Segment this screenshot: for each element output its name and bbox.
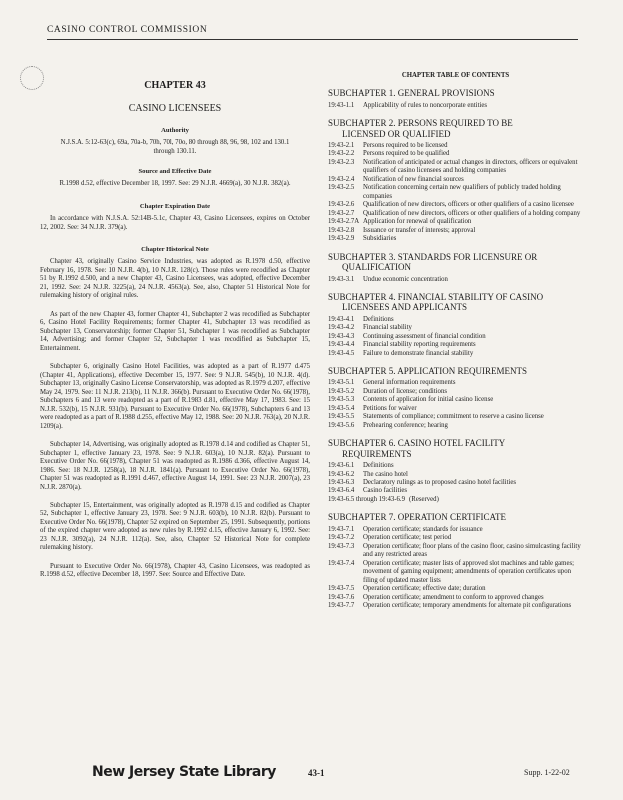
toc-entry [328,184,583,201]
section-title: The casino hotel [363,470,408,478]
toc-entry [328,487,583,495]
section-number: 19:43-1.1 [328,101,355,109]
section-title: Financial stability reporting requirements [363,341,476,349]
toc-entry [328,602,583,610]
subchapter-heading [328,512,583,522]
section-number: 19:43-6.4 [328,487,355,495]
section-number: 19:43-4.2 [328,324,355,332]
history-paragraph: Subchapter 6, originally Casino Hotel Facilities, was adopted as a part of R.1977 d.475 (Chapter 41, Applications), effective December 15, 1977. See: 9 N.J.R. 545(b), 10 N.J.R. 4(d). Subchapter 13, originally Casino License Conservatorship, was adopted as R.1979 d.207, effective May 24, 1979. See: 11 N.J.R. 213(b), 11 N.J.R. 366(b). Pursuant to Executive Order No. 66(1978), Subchapters 6 and 13 were readopted as a part of R.1983 d.81, effective May 17, 1983. See: 15 N.J.R. 532(b), 15 N.J.R. 931(b). Pursuant to Executive Order No. 66(1978), Subchapters 6 and 13 were readopted as a part of R.1988 d.255, effective May 12, 1988. See: 20 N.J.R. 763(a), 20 N.J.R. 1209(a). [40,363,310,430]
section-title: Continuing assessment of financial condition [363,332,486,340]
section-number: 19:43-7.1 [328,525,355,533]
toc-entry [328,594,583,602]
source-text: R.1998 d.52, effective December 18, 1997. See: 29 N.J.R. 4669(a), 30 N.J.R. 382(a). [59,180,291,188]
section-title: Operation certificate; amendment to conform to approved changes [363,593,544,601]
running-head: CASINO CONTROL COMMISSION [47,25,208,35]
section-title: (Reserved) [409,495,439,503]
subchapter-heading [328,366,583,376]
subchapter-title-line2: QUALIFICATION [342,262,411,273]
section-number: 19:43-7.6 [328,593,355,601]
toc-title: CHAPTER TABLE OF CONTENTS [401,72,510,79]
chapter-number: CHAPTER 43 [144,80,206,91]
section-number: 19:43-5.3 [328,396,355,404]
toc-entry [328,333,583,341]
toc-entry [328,235,583,243]
toc-entry [328,534,583,542]
section-title: Operation certificate; test period [363,534,452,542]
section-number: 19:43-6.2 [328,470,355,478]
subchapter-title: SUBCHAPTER 1. GENERAL PROVISIONS [328,88,495,99]
section-number: 19:43-5.1 [328,379,355,387]
section-number: 19:43-2.8 [328,226,355,234]
page-number: 43-1 [308,768,325,778]
toc-entry [328,227,583,235]
section-number: 19:43-5.6 [328,421,355,429]
section-number: 19:43-7.7 [328,602,355,610]
section-title: Notification concerning certain new qualifiers of publicly traded holding companies [363,184,561,200]
history-paragraph: Pursuant to Executive Order No. 66(1978), Chapter 43, Casino Licensees, was readopted as R.1998 d.52, effective December 18, 1997. See: Source and Effective Date. [40,562,310,579]
authority-heading: Authority [161,127,189,134]
subchapter-title-line2: LICENSED OR QUALIFIED [342,128,451,139]
section-number: 19:43-7.5 [328,585,355,593]
source-heading: Source and Effective Date [138,168,212,176]
subchapter-title: SUBCHAPTER 6. CASINO HOTEL FACILITY [328,438,506,449]
section-title: Undue economic concentration [363,275,448,283]
toc-entry [328,218,583,226]
toc-entry [328,496,583,504]
table-of-contents [328,88,583,610]
history-paragraph: Chapter 43, originally Casino Service Industries, was adopted as R.1978 d.50, effective February 16, 1978. See: 10 N.J.R. 4(b), 10 N.J.R. 128(c). Those rules were recodified as Chapter 51 by R.1992 d.500, and a new Chapter 43, Casino Licensees, was adopted, effective December 21, 1992. See: 24 N.J.R. 3225(a), 24 N.J.R. 4563(a). See, also, Chapter 51 Historical Note for rulemaking history of original rules. [40,258,310,300]
section-number: 19:43-2.2 [328,150,355,158]
toc-entry [328,560,583,585]
section-number: 19:43-6.3 [328,479,355,486]
toc-entry [328,159,583,176]
section-number: 19:43-4.5 [328,349,355,357]
supplement-date: Supp. 1-22-02 [524,768,570,777]
toc-entry [328,176,583,184]
subchapter-heading [328,438,583,459]
section-title: Definitions [363,315,394,323]
toc-entry [328,150,583,158]
section-number: 19:43-2.3 [328,158,355,166]
toc-entry [328,201,583,209]
section-title: Persons required to be licensed [363,142,448,149]
section-number: 19:43-6.1 [328,462,355,470]
section-title: Applicability of rules to noncorporate entities [363,101,488,109]
section-title: Persons required to be qualified [363,150,450,158]
toc-entry [328,324,583,332]
toc-entry [328,526,583,534]
section-number: 19:43-2.6 [328,201,355,209]
section-number: 19:43-5.4 [328,404,355,412]
section-number: 19:43-7.3 [328,542,355,550]
toc-entry [328,379,583,387]
section-title: Issuance or transfer of interests; approval [363,226,476,234]
toc-entry [328,350,583,358]
toc-entry [328,102,583,110]
toc-entry [328,341,583,349]
history-paragraph: Subchapter 15, Entertainment, was originally adopted as R.1978 d.15 and codified as Chapter 52, Subchapter 1, effective January 23, 1978. See: 9 N.J.R. 603(b), 10 N.J.R. 82(b). Pursuant to Executive Order No. 66(1978), Chapter 52 expired on September 25, 1991. Subsequently, portions of the expired chapter were adopted as new rules by R.1992 d.15, effective January 6, 1992. See: 23 N.J.R. 3092(a), 24 N.J.R. 112(a). See, also, Chapter 52 Historical Note for complete rulemaking history. [40,501,310,552]
section-title: Subsidiaries [363,235,397,243]
toc-entry [328,462,583,470]
subchapter-title: SUBCHAPTER 2. PERSONS REQUIRED TO BE [328,118,513,129]
toc-entry [328,388,583,396]
section-title: Operation certificate; standards for issuance [363,525,483,533]
section-number: 19:43-2.4 [328,175,355,183]
section-number: 19:43-2.1 [328,142,355,149]
toc-entry [328,471,583,479]
section-title: Notification of new financial sources [363,175,464,183]
subchapter-heading [328,88,583,98]
subchapter-title: SUBCHAPTER 3. STANDARDS FOR LICENSURE OR [328,251,538,262]
section-title: Notification of anticipated or actual changes in directors, officers or equivalent qualifiers of casino licensees and holding companies [363,158,578,175]
toc-entry [328,405,583,413]
chapter-title: CASINO LICENSEES [128,102,222,114]
right-column [328,72,583,611]
section-number: 19:43-7.4 [328,559,355,567]
toc-entry [328,276,583,284]
section-number: 19:43-2.9 [328,235,355,243]
section-title: Operation certificate; master lists of approved slot machines and table games; movement of gaming equipment; amendments of operation certificates upon filing of updated master lists [363,559,575,584]
toc-entry [328,316,583,324]
section-title: Failure to demonstrate financial stability [363,349,474,357]
section-title: Prehearing conference; hearing [363,421,448,429]
toc-entry [328,142,583,150]
history-paragraph: As part of the new Chapter 43, former Chapter 41, Subchapter 2 was recodified as Subchapter 6, Casino Hotel Facility Requirements; former Chapter 41, Subchapter 13 was recodified as Subchapter 13, Conservatorship; former Chapter 51, Subchapter 1 was recodified as Subchapter 14, Advertising; and former Chapter 52, Subchapter 1 was recodified as Subchapter 15, Entertainment. [40,310,310,352]
section-number: 19:43-2.7A [328,218,360,226]
section-title: Definitions [363,462,394,470]
history-heading: Chapter Historical Note [141,246,209,254]
section-number: 19:43-4.3 [328,332,355,340]
section-title: Contents of application for initial casino license [363,396,494,404]
section-title: Operation certificate; floor plans of the casino floor, casino simulcasting facility and any restricted areas [363,542,581,559]
subchapter-title: SUBCHAPTER 5. APPLICATION REQUIREMENTS [328,366,528,377]
toc-entry [328,543,583,560]
section-title: Operation certificate; temporary amendments for alternate pit configurations [363,602,572,610]
section-title: Declaratory rulings as to proposed casino hotel facilities [363,479,517,486]
section-number: 19:43-5.2 [328,387,355,395]
section-number: 19:43-5.5 [328,413,355,421]
section-title: Operation certificate; effective date; duration [363,585,486,593]
section-number: 19:43-2.5 [328,184,355,192]
section-number: 19:43-2.7 [328,209,355,217]
section-title: Application for renewal of qualification [363,218,472,226]
section-title: Financial stability [363,324,412,332]
subchapter-title: SUBCHAPTER 7. OPERATION CERTIFICATE [328,512,506,523]
section-title: Duration of license; conditions [363,387,447,395]
section-title: Qualification of new directors, officers or other qualifiers of a holding company [363,209,581,217]
left-column [40,72,310,590]
section-number: 19:43-7.2 [328,534,355,542]
subchapter-heading [328,292,583,313]
section-title: General information requirements [363,379,456,387]
toc-entry [328,396,583,404]
toc-entry [328,413,583,421]
subchapter-heading [328,252,583,273]
section-title: Statements of compliance; commitment to reserve a casino license [363,413,544,421]
section-number: 19:43-4.1 [328,315,355,323]
authority-text: N.J.S.A. 5:12-63(c), 69a, 70a-b, 70h, 70l, 70o, 80 through 88, 96, 98, 102 and 130.1 through 130.11. [60,139,290,155]
section-number: 19:43-6.5 through 19:43-6.9 [328,495,406,503]
expiration-text: In accordance with N.J.S.A. 52:14B-5.1c, Chapter 43, Casino Licensees, expires on October 12, 2002. See: 34 N.J.R. 379(a). [40,215,310,231]
subchapter-heading [328,118,583,139]
section-title: Qualification of new directors, officers or other qualifiers of a casino licensee [363,201,574,209]
section-number: 19:43-3.1 [328,275,355,283]
toc-entry [328,585,583,593]
toc-entry [328,479,583,487]
section-title: Petitions for waiver [363,404,417,412]
library-logo: New Jersey State Library [92,764,276,780]
header-rule [47,39,578,40]
section-title: Casino facilities [363,487,407,495]
history-paragraph: Subchapter 14, Advertising, was originally adopted as R.1978 d.14 and codified as Chapter 51, Subchapter 1, effective January 23, 1978. See: 9 N.J.R. 603(a), 10 N.J.R. 82(a). Pursuant to Executive Order No. 66(1978), Chapter 51 was readopted as R.1986 d.366, effective August 14, 1986. See: 18 N.J.R. 1258(a), 18 N.J.R. 1841(a). Pursuant to Executive Order No. 66(1978), Chapter 51 was readopted as R.1991 d.467, effective August 14, 1991. See: 23 N.J.R. 2007(a), 23 N.J.R. 2870(a). [40,441,310,491]
expiration-heading: Chapter Expiration Date [139,202,211,210]
section-number: 19:43-4.4 [328,341,355,349]
subchapter-title: SUBCHAPTER 4. FINANCIAL STABILITY OF CASINO [328,291,544,302]
toc-entry [328,422,583,430]
toc-entry [328,210,583,218]
subchapter-title-line2: LICENSEES AND APPLICANTS [342,302,468,313]
subchapter-title-line2: REQUIREMENTS [342,448,412,459]
